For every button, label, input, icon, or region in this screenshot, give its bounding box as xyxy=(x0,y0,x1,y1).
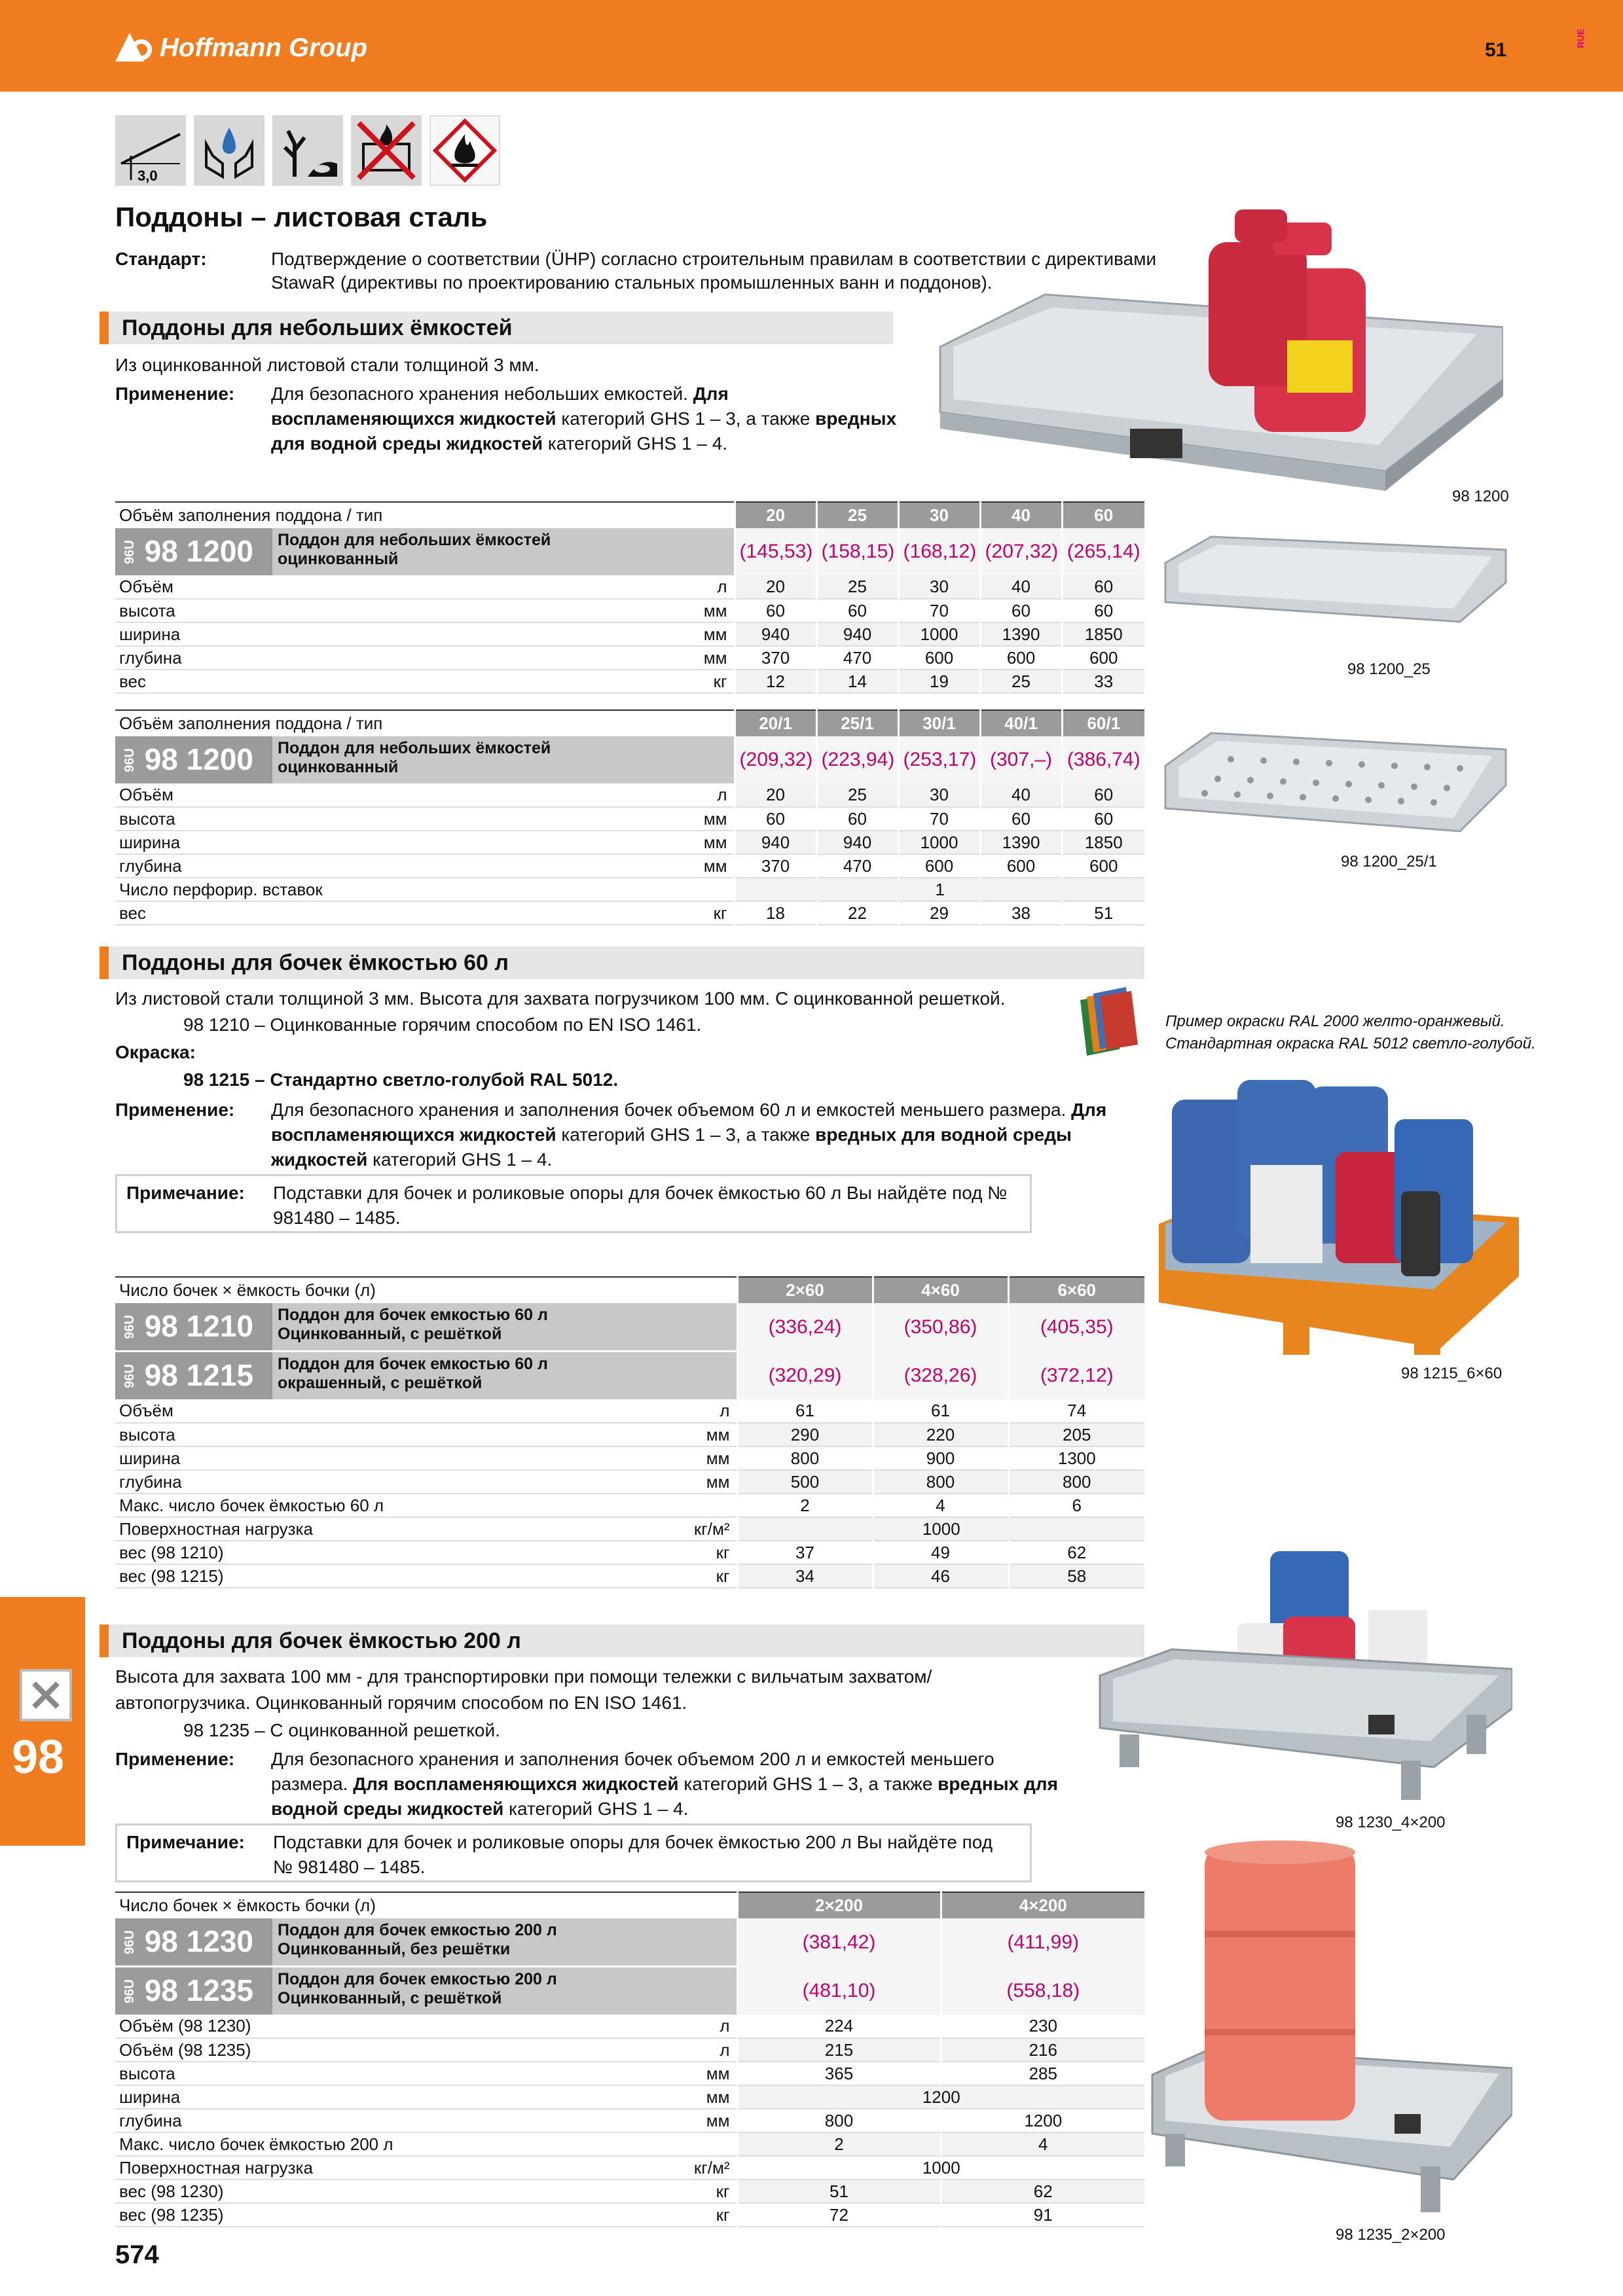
value-cell: 216 xyxy=(941,2038,1144,2062)
s2-app-line2: воспламеняющихся жидкостей категорий GHS 1 – 3, а также вредных для водной среды xyxy=(271,1124,1072,1145)
price-cell[interactable]: (145,53) xyxy=(735,528,816,575)
s1-app-label: Применение: xyxy=(115,384,235,404)
value-cell: 33 xyxy=(1062,670,1144,693)
row-label: вес xyxy=(115,901,613,925)
price-cell[interactable]: (411,99) xyxy=(941,1918,1144,1967)
price-cell[interactable]: (328,26) xyxy=(873,1352,1008,1400)
row-unit: мм xyxy=(613,1446,737,1470)
value-cell: 37 xyxy=(737,1541,873,1564)
value-cell: 800 xyxy=(737,2109,941,2132)
value-cell: 70 xyxy=(898,807,980,831)
col-header: 40 xyxy=(980,502,1062,528)
row-unit: л xyxy=(613,2015,737,2038)
value-cell: 40 xyxy=(980,783,1062,807)
article-number: 98 1200 xyxy=(144,534,253,569)
article-description: Поддон для небольших ёмкостей оцинкованный xyxy=(272,528,734,575)
s3-intro-1: Высота для захвата 100 мм - для транспортировки при помощи тележки с вильчатым захватом/ xyxy=(115,1666,932,1687)
row-unit: мм xyxy=(613,854,735,878)
value-cell: 61 xyxy=(737,1399,873,1423)
price-cell[interactable]: (168,12) xyxy=(898,528,980,575)
environment-hazard-icon xyxy=(272,115,343,186)
s2-note xyxy=(115,1174,1032,1233)
safety-icons xyxy=(115,115,500,186)
article-number: 98 1235 xyxy=(144,1973,253,2008)
value-cell: 14 xyxy=(816,670,898,693)
row-label: Объём xyxy=(115,1399,613,1423)
note-text-1: Подставки для бочек и роликовые опоры для бочек ёмкостью 200 л Вы найдёте под xyxy=(273,1832,993,1852)
value-cell: 34 xyxy=(737,1564,873,1588)
value-cell: 1300 xyxy=(1008,1446,1144,1470)
row-label: Поверхностная нагрузка xyxy=(115,2156,613,2179)
row-unit: кг/м² xyxy=(613,2156,737,2179)
price-cell[interactable]: (481,10) xyxy=(737,1967,941,2015)
paint-caption-1: Пример окраски RAL 2000 желто-оранжевый. xyxy=(1165,1013,1505,1030)
value-cell: 25 xyxy=(816,575,898,599)
s3-intro-2: автопогрузчика. Оцинкованный горячим способом по EN ISO 1461. xyxy=(115,1693,687,1713)
value-cell: 365 xyxy=(737,2062,941,2085)
value-cell: 60 xyxy=(1062,575,1144,599)
price-cell[interactable]: (253,17) xyxy=(898,736,980,783)
col-header: 30 xyxy=(898,502,980,528)
value-cell: 1000 xyxy=(737,1517,1144,1541)
value-cell: 220 xyxy=(873,1423,1008,1446)
value-cell: 2 xyxy=(737,2132,941,2156)
section-200l-drums: Поддоны для бочек ёмкостью 200 л xyxy=(100,1624,1144,1657)
row-unit: л xyxy=(613,2038,737,2062)
value-cell: 500 xyxy=(737,1470,873,1494)
row-label: высота xyxy=(115,2062,613,2085)
value-cell: 20 xyxy=(735,783,816,807)
s2-intro: Из листовой стали толщиной 3 мм. Высота для захвата погрузчиком 100 мм. С оцинкованной решеткой. xyxy=(115,988,1006,1009)
value-cell: 60 xyxy=(816,599,898,622)
s2-app-line1: Для безопасного хранения и заполнения бочек объемом 60 л и емкостей меньшего размера. Для xyxy=(271,1100,1107,1120)
row-unit: мм xyxy=(613,831,735,854)
article-prefix: 96U xyxy=(122,1363,137,1388)
row-label: ширина xyxy=(115,1446,613,1470)
col-header: 20 xyxy=(735,502,816,528)
row-label: глубина xyxy=(115,854,613,878)
value-cell: 600 xyxy=(898,646,980,670)
price-cell[interactable]: (405,35) xyxy=(1008,1303,1144,1352)
row-label: ширина xyxy=(115,622,613,646)
row-label: Макс. число бочек ёмкостью 60 л xyxy=(115,1494,613,1517)
value-cell: 60 xyxy=(980,599,1062,622)
value-cell: 940 xyxy=(816,831,898,854)
value-cell: 290 xyxy=(737,1423,873,1446)
value-cell: 18 xyxy=(735,901,816,925)
caption-tray-25: 98 1200_25 xyxy=(1347,660,1431,678)
price-cell[interactable]: (265,14) xyxy=(1062,528,1144,575)
value-cell: 470 xyxy=(816,646,898,670)
svg-text:3,0: 3,0 xyxy=(137,168,158,183)
value-cell: 800 xyxy=(1008,1470,1144,1494)
article-prefix: 96U xyxy=(122,1314,137,1339)
value-cell: 60 xyxy=(735,807,816,831)
s2-app-line3: жидкостей категорий GHS 1 – 4. xyxy=(271,1149,553,1170)
value-cell: 30 xyxy=(898,575,980,599)
table-header-label: Объём заполнения поддона / тип xyxy=(115,710,735,736)
value-cell: 600 xyxy=(1062,646,1144,670)
price-cell[interactable]: (207,32) xyxy=(980,528,1062,575)
row-label: Объём xyxy=(115,575,613,599)
value-cell: 60 xyxy=(1062,599,1144,622)
hoffmann-logo-icon xyxy=(115,33,153,63)
col-header: 2×60 xyxy=(737,1277,873,1303)
note-label: Примечание: xyxy=(126,1832,245,1852)
article-number: 98 1230 xyxy=(144,1924,253,1959)
note-label: Примечание: xyxy=(126,1183,245,1203)
value-cell: 22 xyxy=(816,901,898,925)
standard-label: Стандарт: xyxy=(115,249,207,269)
header-bar xyxy=(0,0,1623,92)
table-header-label: Объём заполнения поддона / тип xyxy=(115,502,735,528)
value-cell: 1200 xyxy=(737,2085,1144,2109)
row-label: глубина xyxy=(115,1470,613,1494)
col-header: 2×200 xyxy=(737,1892,941,1918)
price-cell[interactable]: (372,12) xyxy=(1008,1352,1144,1400)
price-cell[interactable]: (158,15) xyxy=(816,528,898,575)
row-unit: кг xyxy=(613,1564,737,1588)
value-cell: 72 xyxy=(737,2203,941,2227)
value-cell: 1000 xyxy=(737,2156,1144,2179)
value-cell: 1200 xyxy=(941,2109,1144,2132)
note-text-2: 981480 – 1485. xyxy=(273,1208,401,1228)
value-cell: 600 xyxy=(980,854,1062,878)
value-cell: 62 xyxy=(1008,1541,1144,1564)
s1-intro: Из оцинкованной листовой стали толщиной 3 мм. xyxy=(115,355,539,375)
value-cell: 40 xyxy=(980,575,1062,599)
row-label: Поверхностная нагрузка xyxy=(115,1517,613,1541)
value-cell: 800 xyxy=(873,1470,1008,1494)
row-unit: л xyxy=(613,783,735,807)
article-description: Поддон для бочек емкостью 200 л Оцинкованный, с решёткой xyxy=(272,1967,737,2015)
value-cell: 900 xyxy=(873,1446,1008,1470)
value-cell: 1850 xyxy=(1062,831,1144,854)
value-cell: 49 xyxy=(873,1541,1008,1564)
value-cell: 58 xyxy=(1008,1564,1144,1588)
row-label: глубина xyxy=(115,646,613,670)
value-cell: 224 xyxy=(737,2015,941,2038)
price-cell[interactable]: (386,74) xyxy=(1062,736,1144,783)
row-unit: мм xyxy=(613,2085,737,2109)
s1-app-line2: воспламеняющихся жидкостей категорий GHS 1 – 3, а также вредных xyxy=(271,408,897,429)
article-description: Поддон для бочек емкостью 60 л Оцинкованный, с решёткой xyxy=(272,1303,737,1350)
standard-text-1: Подтверждение о соответствии (ÜHP) согласно строительным правилам в соответствии с директивами xyxy=(271,249,1157,269)
row-label: высота xyxy=(115,1423,613,1446)
value-cell: 20 xyxy=(735,575,816,599)
s1-app-line3: для водной среды жидкостей категорий GHS 1 – 4. xyxy=(271,433,728,454)
row-unit: кг xyxy=(613,2203,737,2227)
col-header: 6×60 xyxy=(1008,1277,1144,1303)
section-60l-drums: Поддоны для бочек ёмкостью 60 л xyxy=(100,946,1144,979)
value-cell: 1390 xyxy=(980,622,1062,646)
value-cell: 600 xyxy=(980,646,1062,670)
article-cell[interactable] xyxy=(115,1918,737,1967)
value-cell: 60 xyxy=(1062,807,1144,831)
article-cell[interactable] xyxy=(115,1303,737,1352)
article-description: Поддон для бочек емкостью 60 л окрашенный, с решёткой xyxy=(272,1352,737,1399)
table-header-label: Число бочек × ёмкость бочки (л) xyxy=(115,1892,737,1918)
language-code: RUE xyxy=(1575,28,1586,48)
s2-line-981215: 98 1215 – Стандартно светло-голубой RAL 5012. xyxy=(183,1069,619,1090)
row-label: ширина xyxy=(115,2085,613,2109)
article-cell[interactable] xyxy=(115,528,735,575)
slope-3-icon xyxy=(115,115,186,186)
caption-60l: 98 1215_6×60 xyxy=(1401,1365,1503,1382)
value-cell: 61 xyxy=(873,1399,1008,1423)
row-unit: мм xyxy=(613,646,735,670)
value-cell: 215 xyxy=(737,2038,941,2062)
article-prefix: 96U xyxy=(122,539,137,564)
product-image-small-tray xyxy=(914,196,1503,497)
caption-tray-25-1: 98 1200_25/1 xyxy=(1341,853,1437,870)
product-image-200l-tray xyxy=(1093,1545,1512,1806)
row-unit: кг xyxy=(613,1541,737,1564)
value-cell: 25 xyxy=(816,783,898,807)
note-text-2: № 981480 – 1485. xyxy=(273,1857,426,1877)
value-cell: 60 xyxy=(980,807,1062,831)
value-cell: 205 xyxy=(1008,1423,1144,1446)
col-header: 60/1 xyxy=(1062,710,1144,736)
row-unit xyxy=(613,1494,737,1517)
table-small-trays-perforated xyxy=(115,709,1144,925)
row-unit: мм xyxy=(613,599,735,622)
note-text-1: Подставки для бочек и роликовые опоры для бочек ёмкостью 60 л Вы найдёте под № xyxy=(273,1183,1008,1203)
row-label: вес (98 1235) xyxy=(115,2203,613,2227)
article-number: 98 1210 xyxy=(144,1309,253,1344)
s3-app-line2: размера. Для воспламеняющихся жидкостей категорий GHS 1 – 3, а также вредных для xyxy=(271,1774,1058,1794)
s2-line-981210: 98 1210 – Оцинкованные горячим способом по EN ISO 1461. xyxy=(183,1014,702,1035)
col-header: 25 xyxy=(816,502,898,528)
value-cell: 46 xyxy=(873,1564,1008,1588)
article-prefix: 96U xyxy=(122,747,137,772)
row-unit: мм xyxy=(613,2062,737,2085)
value-cell: 2 xyxy=(737,1494,873,1517)
standard-text-2: StawaR (директивы по проектированию стальных промышленных ванн и поддонов). xyxy=(271,272,993,293)
product-image-tray-25-1 xyxy=(1152,720,1519,851)
row-unit: л xyxy=(613,575,735,599)
value-cell: 370 xyxy=(735,646,816,670)
article-number: 98 1200 xyxy=(144,742,253,777)
row-unit: кг xyxy=(613,670,735,693)
value-cell: 370 xyxy=(735,854,816,878)
row-label: высота xyxy=(115,807,613,831)
product-image-tray-25 xyxy=(1152,524,1519,641)
s3-app-label: Применение: xyxy=(115,1749,235,1769)
s3-app-line3: водной среды жидкостей категорий GHS 1 – 4. xyxy=(271,1799,689,1819)
row-unit: мм xyxy=(613,807,735,831)
caption-200l-1: 98 1230_4×200 xyxy=(1336,1814,1446,1831)
value-cell: 470 xyxy=(816,854,898,878)
row-unit: мм xyxy=(613,2109,737,2132)
row-label: глубина xyxy=(115,2109,613,2132)
value-cell: 4 xyxy=(873,1494,1008,1517)
page-number-top: 51 xyxy=(1485,39,1507,61)
table-200l-trays xyxy=(115,1892,1144,2227)
color-swatches xyxy=(1074,987,1139,1060)
row-unit: мм xyxy=(613,622,735,646)
article-cell[interactable] xyxy=(115,1352,737,1400)
row-label: высота xyxy=(115,599,613,622)
value-cell: 70 xyxy=(898,599,980,622)
paint-caption-2: Стандартная окраска RAL 5012 светло-голубой. xyxy=(1165,1035,1536,1052)
value-cell: 30 xyxy=(898,783,980,807)
row-unit: мм xyxy=(613,1470,737,1494)
value-cell: 91 xyxy=(941,2203,1144,2227)
page-title: Поддоны – листовая сталь xyxy=(115,202,488,232)
col-header: 20/1 xyxy=(735,710,816,736)
value-cell: 51 xyxy=(737,2179,941,2203)
row-label: Объём (98 1230) xyxy=(115,2015,613,2038)
hands-water-icon xyxy=(194,115,264,186)
value-cell: 1 xyxy=(735,878,1144,901)
row-label: Объём xyxy=(115,783,613,807)
row-label: вес (98 1210) xyxy=(115,1541,613,1564)
hoffmann-logo[interactable] xyxy=(115,31,367,64)
flammable-icon xyxy=(429,115,500,186)
row-unit: кг xyxy=(613,2179,737,2203)
row-unit: кг/м² xyxy=(613,1517,737,1541)
table-header-label: Число бочек × ёмкость бочки (л) xyxy=(115,1277,737,1303)
caption-200l-2: 98 1235_2×200 xyxy=(1336,2226,1446,2244)
table-60l-trays xyxy=(115,1276,1144,1588)
value-cell: 6 xyxy=(1008,1494,1144,1517)
value-cell: 62 xyxy=(941,2179,1144,2203)
price-cell[interactable]: (307,–) xyxy=(980,736,1062,783)
value-cell: 60 xyxy=(735,599,816,622)
product-image-200l-tray-grate xyxy=(1146,1839,1512,2232)
row-label: Число перфорир. вставок xyxy=(115,878,613,901)
article-prefix: 96U xyxy=(122,1929,137,1954)
value-cell: 4 xyxy=(941,2132,1144,2156)
value-cell: 60 xyxy=(816,807,898,831)
value-cell: 25 xyxy=(980,670,1062,693)
value-cell: 19 xyxy=(898,670,980,693)
row-label: вес (98 1215) xyxy=(115,1564,613,1588)
no-open-flame-icon xyxy=(351,115,422,186)
value-cell: 1850 xyxy=(1062,622,1144,646)
value-cell: 38 xyxy=(980,901,1062,925)
chapter-tab[interactable] xyxy=(0,1597,85,1846)
value-cell: 1000 xyxy=(898,622,980,646)
value-cell: 1000 xyxy=(898,831,980,854)
value-cell: 1390 xyxy=(980,831,1062,854)
price-cell[interactable]: (350,86) xyxy=(873,1303,1008,1352)
brand-name: Hoffmann Group xyxy=(160,33,368,62)
row-label: Макс. число бочек ёмкостью 200 л xyxy=(115,2132,613,2156)
col-header: 25/1 xyxy=(816,710,898,736)
price-cell[interactable]: (320,29) xyxy=(737,1352,873,1400)
value-cell: 600 xyxy=(1062,854,1144,878)
col-header: 30/1 xyxy=(898,710,980,736)
s3-note xyxy=(115,1823,1032,1882)
article-number: 98 1215 xyxy=(144,1358,253,1393)
value-cell: 940 xyxy=(735,622,816,646)
caption-main-image: 98 1200 xyxy=(1452,488,1509,505)
value-cell: 74 xyxy=(1008,1399,1144,1423)
product-image-60l-tray xyxy=(1152,1060,1519,1368)
s3-line-981235: 98 1235 – С оцинкованной решеткой. xyxy=(183,1720,500,1740)
col-header: 4×60 xyxy=(873,1277,1008,1303)
value-cell: 29 xyxy=(898,901,980,925)
table-small-trays xyxy=(115,501,1144,694)
section-small-containers: Поддоны для небольших ёмкостей xyxy=(100,312,893,344)
price-cell[interactable]: (558,18) xyxy=(941,1967,1144,2015)
row-label: вес (98 1230) xyxy=(115,2179,613,2203)
row-label: ширина xyxy=(115,831,613,854)
price-cell[interactable]: (381,42) xyxy=(737,1918,941,1967)
row-label: Объём (98 1235) xyxy=(115,2038,613,2062)
col-header: 4×200 xyxy=(941,1892,1144,1918)
value-cell: 51 xyxy=(1062,901,1144,925)
article-description: Поддон для бочек емкостью 200 л Оцинкованный, без решётки xyxy=(272,1918,737,1965)
value-cell: 940 xyxy=(735,831,816,854)
value-cell: 600 xyxy=(898,854,980,878)
price-cell[interactable]: (223,94) xyxy=(816,736,898,783)
article-cell[interactable] xyxy=(115,1967,737,2015)
price-cell[interactable]: (336,24) xyxy=(737,1303,873,1352)
value-cell: 285 xyxy=(941,2062,1144,2085)
value-cell: 800 xyxy=(737,1446,873,1470)
row-label: вес xyxy=(115,670,613,693)
col-header: 60 xyxy=(1062,502,1144,528)
value-cell: 12 xyxy=(735,670,816,693)
col-header: 40/1 xyxy=(980,710,1062,736)
s3-app-line1: Для безопасного хранения и заполнения бочек объемом 200 л и емкостей меньшего xyxy=(271,1749,994,1769)
chapter-icon xyxy=(20,1669,72,1721)
article-description: Поддон для небольших ёмкостей оцинкованный xyxy=(272,736,734,783)
s2-app-label: Применение: xyxy=(115,1100,235,1120)
row-unit xyxy=(613,878,735,901)
value-cell: 60 xyxy=(1062,783,1144,807)
row-unit xyxy=(613,2132,737,2156)
value-cell: 230 xyxy=(941,2015,1144,2038)
row-unit: л xyxy=(613,1399,737,1423)
chapter-number: 98 xyxy=(12,1731,65,1784)
row-unit: кг xyxy=(613,901,735,925)
article-cell[interactable] xyxy=(115,736,735,783)
row-unit: мм xyxy=(613,1423,737,1446)
article-prefix: 96U xyxy=(122,1979,137,2003)
price-cell[interactable]: (209,32) xyxy=(735,736,816,783)
s1-app-line1: Для безопасного хранения небольших емкостей. Для xyxy=(271,384,729,404)
s2-paint-label: Окраска: xyxy=(115,1042,196,1062)
page-number-bottom: 574 xyxy=(115,2240,159,2269)
value-cell: 940 xyxy=(816,622,898,646)
